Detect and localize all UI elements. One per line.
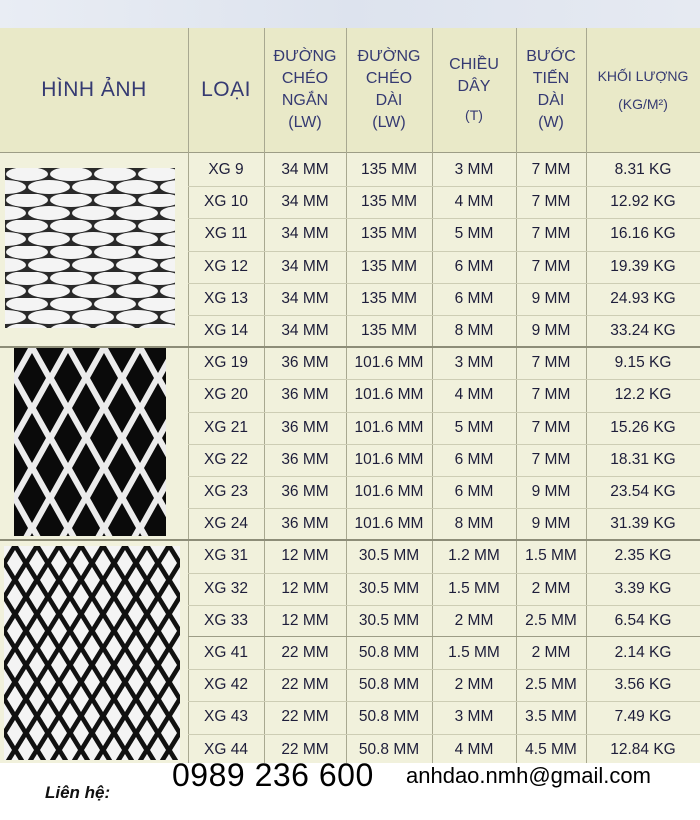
- short-diagonal-cell: 12 MM: [281, 580, 329, 597]
- step-cell: 3.5 MM: [525, 708, 577, 725]
- step-cell: 2.5 MM: [525, 676, 577, 693]
- long-diagonal-cell: 50.8 MM: [358, 676, 420, 693]
- short-diagonal-cell: 36 MM: [281, 451, 329, 468]
- short-diagonal-cell: 34 MM: [281, 193, 329, 210]
- step-cell: 7 MM: [531, 258, 571, 275]
- type-cell: XG 24: [204, 515, 248, 532]
- table-header: [0, 28, 700, 153]
- step-cell: 4.5 MM: [525, 741, 577, 758]
- header-long-diagonal: ĐƯỜNG CHÉO DÀI (LW): [357, 48, 421, 131]
- weight-cell: 16.16 KG: [610, 225, 676, 242]
- long-diagonal-cell: 135 MM: [361, 225, 417, 242]
- step-cell: 9 MM: [531, 515, 571, 532]
- mesh-diamond-small-icon: [4, 546, 180, 760]
- long-diagonal-cell: 101.6 MM: [354, 354, 424, 371]
- contact-email[interactable]: anhdao.nmh@gmail.com: [406, 763, 651, 788]
- step-cell: 2.5 MM: [525, 612, 577, 629]
- thickness-cell: 2 MM: [454, 612, 494, 629]
- weight-cell: 2.35 KG: [614, 547, 672, 564]
- thickness-cell: 3 MM: [454, 161, 494, 178]
- thickness-cell: 8 MM: [454, 515, 494, 532]
- weight-cell: 18.31 KG: [610, 451, 676, 468]
- header-image: HÌNH ẢNH: [41, 78, 147, 101]
- short-diagonal-cell: 34 MM: [281, 258, 329, 275]
- step-cell: 7 MM: [531, 161, 571, 178]
- mesh-thin-pattern-icon: [5, 168, 175, 328]
- step-cell: 7 MM: [531, 419, 571, 436]
- long-diagonal-cell: 101.6 MM: [354, 419, 424, 436]
- thickness-cell: 1.5 MM: [448, 644, 500, 661]
- long-diagonal-cell: 101.6 MM: [354, 386, 424, 403]
- step-cell: 2 MM: [531, 580, 571, 597]
- short-diagonal-cell: 36 MM: [281, 386, 329, 403]
- type-cell: XG 10: [204, 193, 248, 210]
- short-diagonal-cell: 22 MM: [281, 708, 329, 725]
- step-cell: 9 MM: [531, 483, 571, 500]
- thickness-cell: 5 MM: [454, 225, 494, 242]
- long-diagonal-cell: 101.6 MM: [354, 483, 424, 500]
- weight-cell: 2.14 KG: [614, 644, 672, 661]
- long-diagonal-cell: 135 MM: [361, 322, 417, 339]
- weight-cell: 6.54 KG: [614, 612, 672, 629]
- step-cell: 7 MM: [531, 386, 571, 403]
- type-cell: XG 13: [204, 290, 248, 307]
- short-diagonal-cell: 36 MM: [281, 515, 329, 532]
- short-diagonal-cell: 22 MM: [281, 741, 329, 758]
- thickness-cell: 5 MM: [454, 419, 494, 436]
- header-short-diagonal: ĐƯỜNG CHÉO NGẮN (LW): [273, 48, 337, 131]
- short-diagonal-cell: 34 MM: [281, 161, 329, 178]
- short-diagonal-cell: 34 MM: [281, 322, 329, 339]
- weight-cell: 19.39 KG: [610, 258, 676, 275]
- thickness-cell: 6 MM: [454, 258, 494, 275]
- step-cell: 9 MM: [531, 290, 571, 307]
- thickness-cell: 8 MM: [454, 322, 494, 339]
- type-cell: XG 22: [204, 451, 248, 468]
- long-diagonal-cell: 30.5 MM: [358, 580, 420, 597]
- short-diagonal-cell: 22 MM: [281, 644, 329, 661]
- type-cell: XG 43: [204, 708, 248, 725]
- top-banner: [0, 0, 700, 28]
- contact-phone[interactable]: 0989 236 600: [172, 757, 374, 793]
- type-cell: XG 21: [204, 419, 248, 436]
- short-diagonal-cell: 36 MM: [281, 354, 329, 371]
- type-cell: XG 42: [204, 676, 248, 693]
- short-diagonal-cell: 12 MM: [281, 547, 329, 564]
- long-diagonal-cell: 135 MM: [361, 290, 417, 307]
- long-diagonal-cell: 101.6 MM: [354, 451, 424, 468]
- weight-cell: 12.84 KG: [610, 741, 676, 758]
- thickness-cell: 6 MM: [454, 483, 494, 500]
- weight-cell: 3.39 KG: [614, 580, 672, 597]
- type-cell: XG 23: [204, 483, 248, 500]
- step-cell: 2 MM: [531, 644, 571, 661]
- thickness-cell: 2 MM: [454, 676, 494, 693]
- long-diagonal-cell: 30.5 MM: [358, 612, 420, 629]
- long-diagonal-cell: 135 MM: [361, 193, 417, 210]
- short-diagonal-cell: 36 MM: [281, 419, 329, 436]
- mesh-diamond-large-icon: [14, 348, 166, 536]
- step-cell: 7 MM: [531, 193, 571, 210]
- long-diagonal-cell: 50.8 MM: [358, 644, 420, 661]
- type-cell: XG 20: [204, 386, 248, 403]
- step-cell: 7 MM: [531, 354, 571, 371]
- type-cell: XG 32: [204, 580, 248, 597]
- type-cell: XG 9: [208, 161, 244, 178]
- weight-cell: 31.39 KG: [610, 515, 676, 532]
- step-cell: 7 MM: [531, 451, 571, 468]
- weight-cell: 7.49 KG: [614, 708, 672, 725]
- short-diagonal-cell: 36 MM: [281, 483, 329, 500]
- header-step: BƯỚC TIẾN DÀI (W): [526, 48, 576, 131]
- thickness-cell: 6 MM: [454, 451, 494, 468]
- type-cell: XG 41: [204, 644, 248, 661]
- thickness-cell: 1.5 MM: [448, 580, 500, 597]
- spec-table: [0, 28, 700, 763]
- long-diagonal-cell: 50.8 MM: [358, 741, 420, 758]
- weight-cell: 12.92 KG: [610, 193, 676, 210]
- contact-footer: [0, 757, 700, 820]
- step-cell: 1.5 MM: [525, 547, 577, 564]
- long-diagonal-cell: 135 MM: [361, 258, 417, 275]
- long-diagonal-cell: 50.8 MM: [358, 708, 420, 725]
- short-diagonal-cell: 12 MM: [281, 612, 329, 629]
- short-diagonal-cell: 34 MM: [281, 225, 329, 242]
- thickness-cell: 3 MM: [454, 354, 494, 371]
- short-diagonal-cell: 22 MM: [281, 676, 329, 693]
- type-cell: XG 33: [204, 612, 248, 629]
- weight-cell: 15.26 KG: [610, 419, 676, 436]
- weight-cell: 24.93 KG: [610, 290, 676, 307]
- thickness-cell: 4 MM: [454, 193, 494, 210]
- step-cell: 7 MM: [531, 225, 571, 242]
- type-cell: XG 31: [204, 547, 248, 564]
- weight-cell: 8.31 KG: [614, 161, 672, 178]
- weight-cell: 12.2 KG: [614, 386, 672, 403]
- type-cell: XG 19: [204, 354, 248, 371]
- thickness-cell: 6 MM: [454, 290, 494, 307]
- long-diagonal-cell: 30.5 MM: [358, 547, 420, 564]
- thickness-cell: 3 MM: [454, 708, 494, 725]
- thickness-cell: 1.2 MM: [448, 547, 500, 564]
- header-type: LOẠI: [201, 78, 251, 101]
- long-diagonal-cell: 135 MM: [361, 161, 417, 178]
- weight-cell: 33.24 KG: [610, 322, 676, 339]
- header-thickness: CHIỀU DÂY (T): [449, 56, 499, 123]
- thickness-cell: 4 MM: [454, 386, 494, 403]
- type-cell: XG 12: [204, 258, 248, 275]
- contact-label: Liên hệ:: [45, 783, 111, 802]
- long-diagonal-cell: 101.6 MM: [354, 515, 424, 532]
- step-cell: 9 MM: [531, 322, 571, 339]
- header-weight: KHỐI LƯỢNG (KG/M²): [597, 68, 689, 112]
- weight-cell: 23.54 KG: [610, 483, 676, 500]
- type-cell: XG 14: [204, 322, 248, 339]
- thickness-cell: 4 MM: [454, 741, 494, 758]
- type-cell: XG 44: [204, 741, 248, 758]
- type-cell: XG 11: [204, 225, 248, 242]
- short-diagonal-cell: 34 MM: [281, 290, 329, 307]
- weight-cell: 3.56 KG: [614, 676, 672, 693]
- weight-cell: 9.15 KG: [614, 354, 672, 371]
